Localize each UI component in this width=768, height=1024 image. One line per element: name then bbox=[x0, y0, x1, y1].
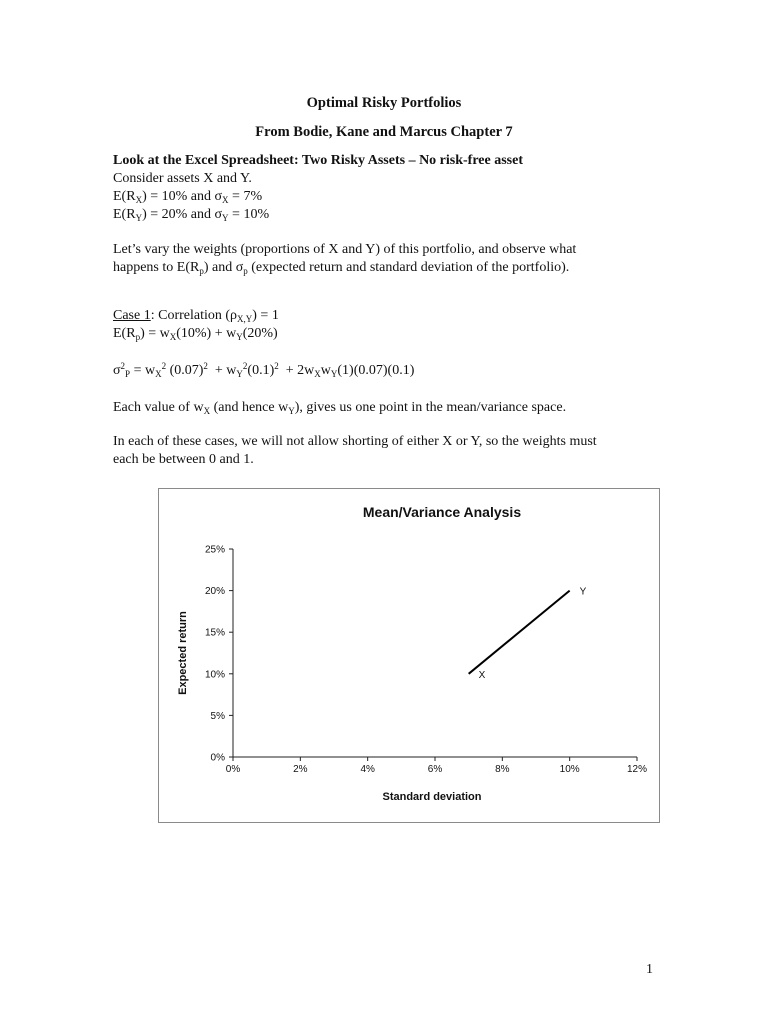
ey-mid: ) = 20% and σ bbox=[142, 207, 223, 222]
erp-b: ) = w bbox=[140, 326, 170, 341]
ey-sub2: Y bbox=[222, 213, 229, 223]
var-plus2: + 2w bbox=[278, 363, 315, 378]
var-eq: = w bbox=[130, 363, 156, 378]
var-c-w: w bbox=[320, 363, 331, 378]
doc-title: Optimal Risky Portfolios bbox=[306, 95, 462, 111]
x-tick-label: 6% bbox=[427, 764, 443, 775]
ex-sub2: X bbox=[222, 195, 229, 205]
erp-c: (10%) + w bbox=[176, 326, 237, 341]
x-axis-label: Standard deviation bbox=[382, 791, 482, 803]
y-tick-label: 20% bbox=[204, 586, 225, 598]
var-t1: (0.07) bbox=[166, 363, 204, 378]
var-wy-sub: Y bbox=[236, 369, 243, 379]
y-axis-label: Expected return bbox=[177, 611, 189, 695]
shorting-line-1: In each of these cases, we will not allow shorting of either X or Y, so the weights must bbox=[113, 434, 597, 449]
var-c-sub1: X bbox=[314, 369, 321, 379]
var-sup: 2 bbox=[120, 361, 126, 371]
variance-formula bbox=[113, 362, 414, 380]
vary-2sub2: p bbox=[243, 266, 248, 276]
each-b: (and hence w bbox=[210, 400, 289, 415]
x-tick-label: 10% bbox=[559, 764, 580, 775]
chart-title: Mean/Variance Analysis bbox=[362, 504, 522, 520]
var-sigma: σ bbox=[113, 363, 121, 378]
y-tick-label: 10% bbox=[204, 669, 225, 681]
point-label-x: X bbox=[478, 669, 486, 681]
mean-variance-chart bbox=[158, 488, 660, 823]
vary-line-1: Let’s vary the weights (proportions of X and Y) of this portfolio, and observe what bbox=[113, 242, 577, 257]
each-c: ), gives us one point in the mean/variance space. bbox=[294, 400, 567, 415]
x-tick-label: 12% bbox=[626, 764, 648, 775]
ey-left: E(R bbox=[113, 207, 136, 222]
erp-sub3: Y bbox=[236, 332, 243, 342]
vary-2c: (expected return and standard deviation of the portfolio). bbox=[247, 260, 570, 275]
ex-sub: X bbox=[135, 195, 143, 205]
y-tick-label: 15% bbox=[204, 627, 225, 639]
erp-a: E(R bbox=[113, 326, 136, 341]
each-sub: X bbox=[203, 406, 211, 416]
each-line bbox=[113, 399, 566, 417]
ey-sub: Y bbox=[135, 213, 143, 223]
case-a: : Correlation (ρ bbox=[150, 308, 238, 323]
axes bbox=[205, 545, 647, 776]
shorting-line-2: each be between 0 and 1. bbox=[113, 452, 254, 467]
vary-2b: ) and σ bbox=[203, 260, 244, 275]
case-label: Case 1 bbox=[113, 308, 151, 323]
case-b: ) = 1 bbox=[252, 308, 279, 323]
var-t2-sup: 2 bbox=[274, 361, 279, 371]
each-sub2: Y bbox=[288, 406, 295, 416]
ey-line bbox=[113, 206, 269, 224]
vary-line-2 bbox=[113, 259, 569, 277]
series-line bbox=[469, 591, 570, 674]
vary-2sub: p bbox=[199, 266, 204, 276]
var-wy-sup: 2 bbox=[242, 361, 248, 371]
x-tick-label: 2% bbox=[293, 764, 308, 775]
var-c-sub2: Y bbox=[330, 369, 338, 379]
x-tick-label: 0% bbox=[225, 764, 241, 775]
var-wx-sub: X bbox=[155, 369, 162, 379]
section-heading: Look at the Excel Spreadsheet: Two Risky Assets – No risk-free asset bbox=[113, 153, 524, 168]
erp-d: (20%) bbox=[242, 326, 278, 341]
case-line bbox=[113, 307, 279, 325]
page-number: 1 bbox=[646, 962, 653, 977]
point-label-y: Y bbox=[579, 586, 587, 598]
var-plus1: + w bbox=[207, 363, 237, 378]
doc-subtitle: From Bodie, Kane and Marcus Chapter 7 bbox=[255, 124, 513, 140]
y-tick-label: 0% bbox=[210, 752, 225, 764]
var-t1-sup: 2 bbox=[203, 361, 208, 371]
var-t3: (1)(0.07)(0.1) bbox=[337, 363, 415, 378]
chart-marks bbox=[469, 587, 587, 681]
consider-text: Consider assets X and Y. bbox=[113, 171, 252, 186]
ex-line bbox=[113, 188, 262, 206]
each-a: Each value of w bbox=[113, 400, 204, 415]
ex-mid: ) = 10% and σ bbox=[142, 189, 223, 204]
erp-sub: p bbox=[135, 332, 141, 342]
ey-right: = 10% bbox=[228, 207, 270, 222]
y-tick-label: 25% bbox=[204, 544, 225, 556]
chart-svg bbox=[159, 489, 659, 822]
case-sub: X,Y bbox=[237, 314, 253, 324]
erp-line bbox=[113, 325, 278, 343]
var-t2: (0.1) bbox=[247, 363, 275, 378]
x-tick-label: 8% bbox=[495, 764, 510, 775]
var-sub: P bbox=[125, 369, 131, 379]
ex-left: E(R bbox=[113, 189, 136, 204]
vary-2a: happens to E(R bbox=[113, 260, 200, 275]
x-tick-label: 4% bbox=[360, 764, 375, 775]
y-tick-label: 5% bbox=[210, 710, 225, 722]
var-wx-sup: 2 bbox=[161, 361, 167, 371]
erp-sub2: X bbox=[169, 332, 177, 342]
ex-right: = 7% bbox=[228, 189, 263, 204]
